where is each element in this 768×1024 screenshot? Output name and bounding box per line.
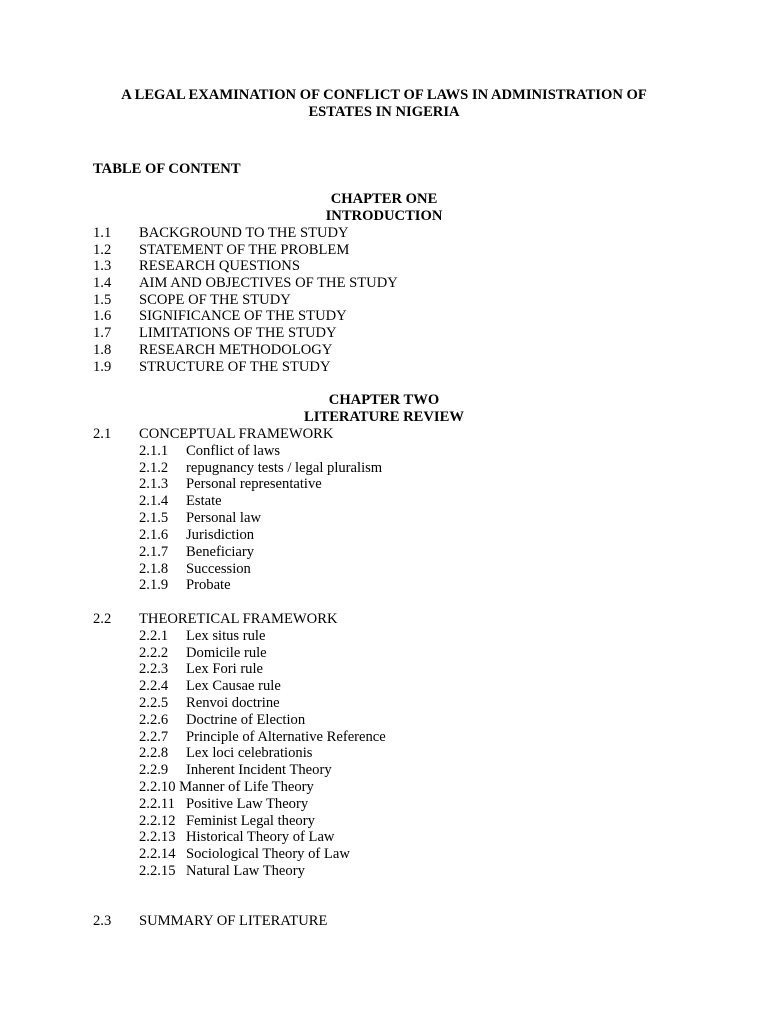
section-title: LIMITATIONS OF THE STUDY bbox=[139, 325, 337, 341]
section-title: STATEMENT OF THE PROBLEM bbox=[139, 242, 350, 258]
section-number: 1.7 bbox=[93, 325, 112, 341]
section-number: 1.5 bbox=[93, 292, 112, 308]
subsection-number: 2.1.9 bbox=[139, 577, 169, 593]
section-number: 1.3 bbox=[93, 258, 112, 274]
subsection-title: repugnancy tests / legal pluralism bbox=[186, 460, 383, 476]
title-line-1: A LEGAL EXAMINATION OF CONFLICT OF LAWS IN ADMINISTRATION OF bbox=[121, 87, 647, 103]
subsection-number: 2.2.8 bbox=[139, 745, 169, 761]
subsection-title: Estate bbox=[186, 493, 222, 509]
subsection-number: 2.1.3 bbox=[139, 476, 169, 492]
toc-subentry: 2.2.10 Manner of Life Theory bbox=[139, 779, 314, 795]
chapter-two-title: LITERATURE REVIEW bbox=[304, 409, 464, 425]
section-title: BACKGROUND TO THE STUDY bbox=[139, 225, 349, 241]
subsection-title: Historical Theory of Law bbox=[186, 829, 335, 845]
subsection-number: 2.1.2 bbox=[139, 460, 169, 476]
subsection-title: Lex loci celebrationis bbox=[186, 745, 313, 761]
subsection-title: Principle of Alternative Reference bbox=[186, 729, 386, 745]
section-title: SCOPE OF THE STUDY bbox=[139, 292, 291, 308]
chapter-two-label: CHAPTER TWO bbox=[328, 392, 440, 408]
section-number: 2.2 bbox=[93, 611, 112, 627]
subsection-title: Renvoi doctrine bbox=[186, 695, 280, 711]
subsection-title: Jurisdiction bbox=[186, 527, 255, 543]
subsection-title: Domicile rule bbox=[186, 645, 267, 661]
subsection-number: 2.2.7 bbox=[139, 729, 169, 745]
section-title: CONCEPTUAL FRAMEWORK bbox=[139, 426, 334, 442]
subsection-number: 2.1.5 bbox=[139, 510, 169, 526]
subsection-number: 2.1.6 bbox=[139, 527, 169, 543]
section-title: RESEARCH QUESTIONS bbox=[139, 258, 300, 274]
subsection-number: 2.2.4 bbox=[139, 678, 169, 694]
section-title: RESEARCH METHODOLOGY bbox=[139, 342, 333, 358]
subsection-number: 2.2.14 bbox=[139, 846, 176, 862]
section-number: 1.9 bbox=[93, 359, 112, 375]
section-title: SIGNIFICANCE OF THE STUDY bbox=[139, 308, 347, 324]
subsection-number: 2.2.1 bbox=[139, 628, 169, 644]
subsection-title: Personal representative bbox=[186, 476, 322, 492]
section-number: 2.1 bbox=[93, 426, 112, 442]
subsection-title: Beneficiary bbox=[186, 544, 255, 560]
subsection-number: 2.1.8 bbox=[139, 561, 169, 577]
subsection-title: Succession bbox=[186, 561, 251, 577]
section-title: AIM AND OBJECTIVES OF THE STUDY bbox=[139, 275, 398, 291]
section-title: STRUCTURE OF THE STUDY bbox=[139, 359, 331, 375]
section-number: 1.4 bbox=[93, 275, 112, 291]
subsection-number: 2.2.15 bbox=[139, 863, 176, 879]
document-title bbox=[84, 87, 684, 121]
subsection-number: 2.2.9 bbox=[139, 762, 169, 778]
chapter-one-label: CHAPTER ONE bbox=[330, 191, 438, 207]
subsection-title: Positive Law Theory bbox=[186, 796, 309, 812]
subsection-number: 2.1.7 bbox=[139, 544, 169, 560]
subsection-number: 2.2.5 bbox=[139, 695, 169, 711]
chapter-one-title: INTRODUCTION bbox=[325, 208, 443, 224]
subsection-number: 2.2.2 bbox=[139, 645, 169, 661]
subsection-number: 2.2.6 bbox=[139, 712, 169, 728]
subsection-title: Conflict of laws bbox=[186, 443, 281, 459]
subsection-title: Doctrine of Election bbox=[186, 712, 306, 728]
subsection-number: 2.2.13 bbox=[139, 829, 176, 845]
subsection-number: 2.1.4 bbox=[139, 493, 169, 509]
section-title: SUMMARY OF LITERATURE bbox=[139, 913, 328, 929]
subsection-number: 2.1.1 bbox=[139, 443, 169, 459]
subsection-title: Personal law bbox=[186, 510, 261, 526]
subsection-number: 2.2.3 bbox=[139, 661, 169, 677]
subsection-title: Lex Causae rule bbox=[186, 678, 281, 694]
subsection-title: Inherent Incident Theory bbox=[186, 762, 332, 778]
subsection-title: Feminist Legal theory bbox=[186, 813, 315, 829]
title-line-2: ESTATES IN NIGERIA bbox=[308, 104, 460, 120]
subsection-number: 2.2.12 bbox=[139, 813, 176, 829]
subsection-title: Natural Law Theory bbox=[186, 863, 305, 879]
section-title: THEORETICAL FRAMEWORK bbox=[139, 611, 338, 627]
section-number: 1.8 bbox=[93, 342, 112, 358]
subsection-number: 2.2.11 bbox=[139, 796, 175, 812]
section-number: 2.3 bbox=[93, 913, 112, 929]
subsection-title: Probate bbox=[186, 577, 231, 593]
section-number: 1.6 bbox=[93, 308, 112, 324]
subsection-title: Lex Fori rule bbox=[186, 661, 264, 677]
subsection-title: Sociological Theory of Law bbox=[186, 846, 350, 862]
toc-heading: TABLE OF CONTENT bbox=[93, 161, 241, 177]
section-number: 1.2 bbox=[93, 242, 112, 258]
subsection-title: Lex situs rule bbox=[186, 628, 266, 644]
section-number: 1.1 bbox=[93, 225, 112, 241]
